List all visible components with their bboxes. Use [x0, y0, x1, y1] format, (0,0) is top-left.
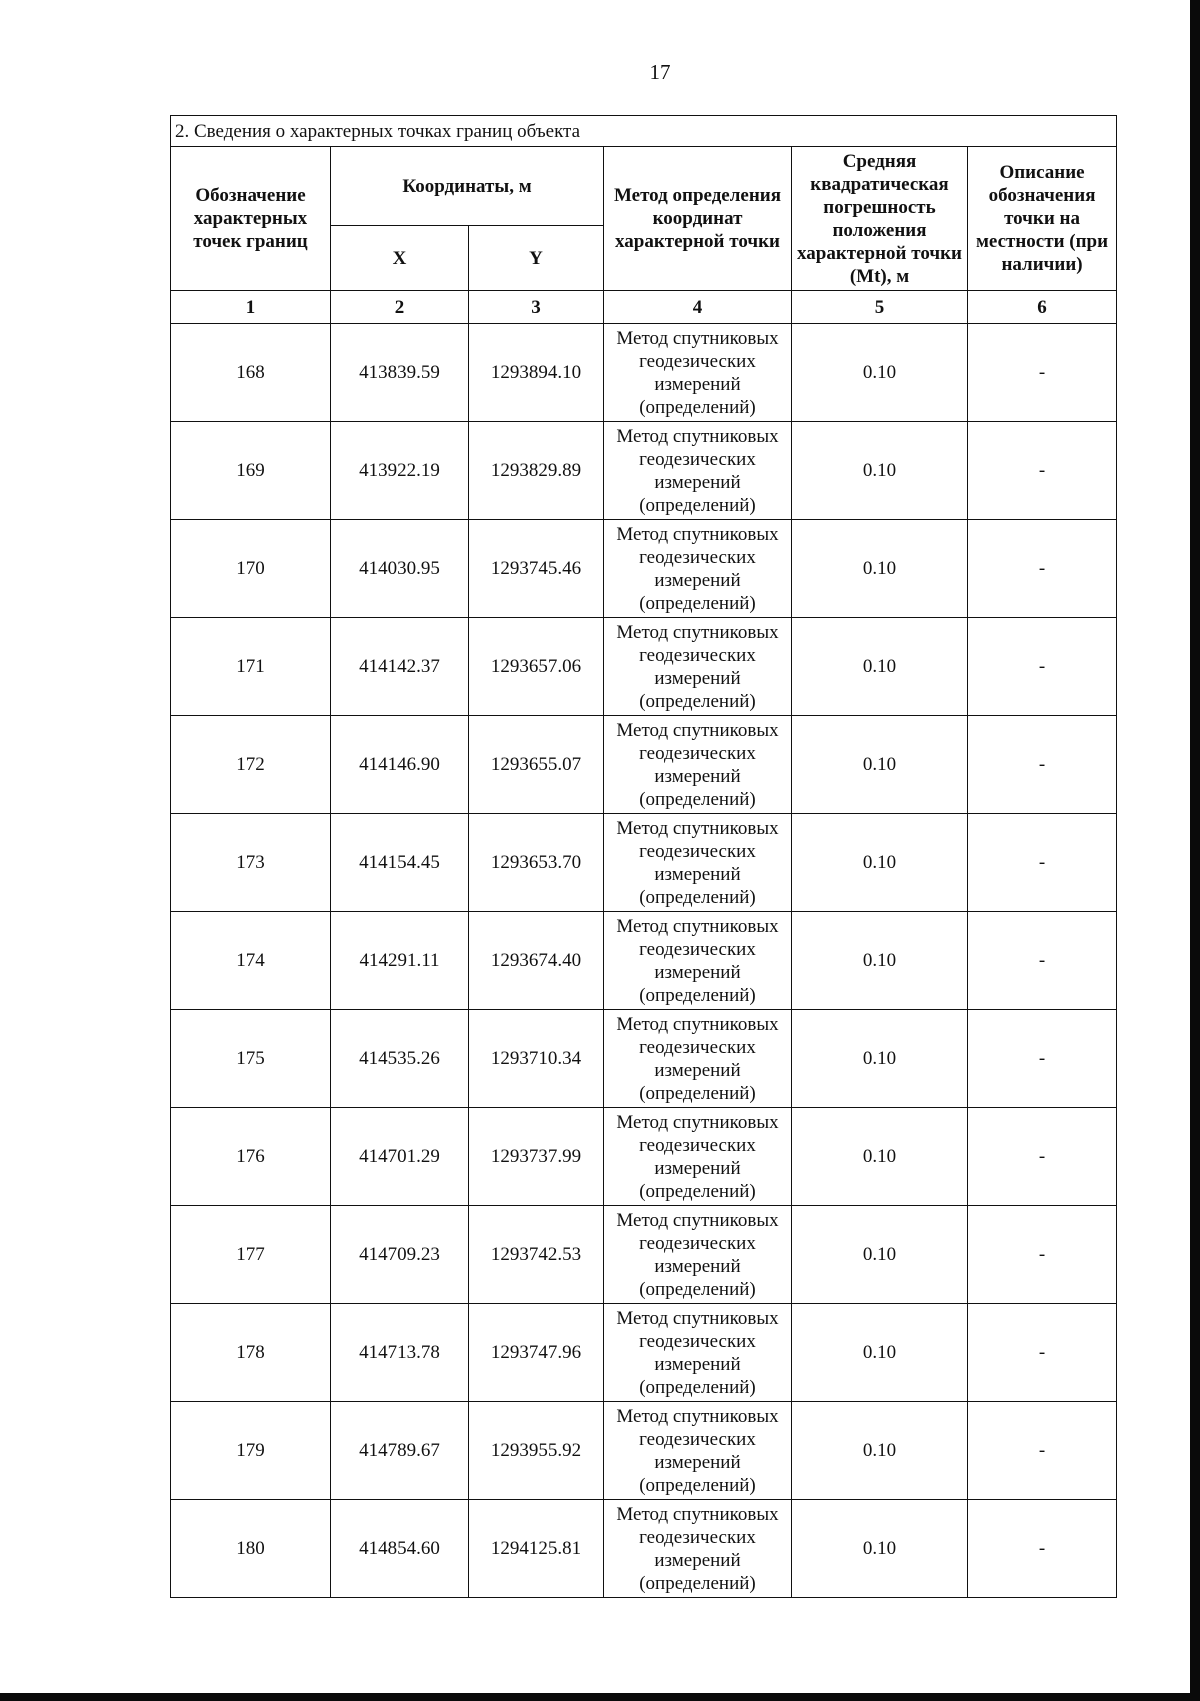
y-coordinate-cell: 1293742.53	[469, 1206, 604, 1304]
y-coordinate-cell: 1293955.92	[469, 1402, 604, 1500]
method-text-line: измерений	[654, 863, 741, 885]
method-text-line: Метод спутниковых	[616, 1111, 779, 1133]
method-text-line: (определений)	[639, 690, 756, 712]
method-cell	[604, 422, 792, 520]
method-text-line: измерений	[654, 1157, 741, 1179]
description-cell: -	[968, 1500, 1117, 1598]
point-number-cell: 172	[171, 716, 331, 814]
x-coordinate-cell: 414713.78	[331, 1304, 469, 1402]
scan-border-bottom	[0, 1693, 1200, 1701]
section-title: 2. Сведения о характерных точках границ объекта	[171, 116, 1117, 147]
method-text-line: Метод спутниковых	[616, 1209, 779, 1231]
method-text-line: геодезических	[639, 938, 756, 960]
y-coordinate-cell: 1293674.40	[469, 912, 604, 1010]
description-cell: -	[968, 1108, 1117, 1206]
method-cell	[604, 618, 792, 716]
table-row	[171, 1108, 1117, 1206]
table-row	[171, 912, 1117, 1010]
column-number: 2	[331, 291, 469, 324]
description-cell: -	[968, 324, 1117, 422]
description-cell: -	[968, 1010, 1117, 1108]
method-cell	[604, 814, 792, 912]
method-text-line: геодезических	[639, 1330, 756, 1352]
x-coordinate-cell: 414789.67	[331, 1402, 469, 1500]
method-text-line: геодезических	[639, 1232, 756, 1254]
method-text-line: (определений)	[639, 396, 756, 418]
method-cell	[604, 716, 792, 814]
column-number: 3	[469, 291, 604, 324]
y-coordinate-cell: 1293894.10	[469, 324, 604, 422]
method-text-line: измерений	[654, 471, 741, 493]
method-text-line: измерений	[654, 1549, 741, 1571]
method-text-line: (определений)	[639, 886, 756, 908]
method-text-line: Метод спутниковых	[616, 327, 779, 349]
boundary-points-table	[170, 115, 1117, 1598]
header-method: Метод определения координат характерной точки	[604, 147, 792, 291]
header-point-designation: Обозначение характерных точек границ	[171, 147, 331, 291]
header-y: Y	[469, 226, 604, 291]
table-row	[171, 814, 1117, 912]
method-text-line: Метод спутниковых	[616, 915, 779, 937]
y-coordinate-cell: 1293747.96	[469, 1304, 604, 1402]
table-row	[171, 1010, 1117, 1108]
y-coordinate-cell: 1293655.07	[469, 716, 604, 814]
error-cell: 0.10	[792, 1402, 968, 1500]
description-cell: -	[968, 716, 1117, 814]
method-text-line: Метод спутниковых	[616, 1307, 779, 1329]
method-text-line: (определений)	[639, 494, 756, 516]
method-cell	[604, 912, 792, 1010]
y-coordinate-cell: 1294125.81	[469, 1500, 604, 1598]
method-text-line: геодезических	[639, 546, 756, 568]
table-body	[171, 324, 1117, 1598]
point-number-cell: 173	[171, 814, 331, 912]
table-row	[171, 1206, 1117, 1304]
point-number-cell: 175	[171, 1010, 331, 1108]
method-text-line: Метод спутниковых	[616, 1503, 779, 1525]
table-row	[171, 422, 1117, 520]
x-coordinate-cell: 414709.23	[331, 1206, 469, 1304]
header-description: Описание обозначения точки на местности (при наличии)	[968, 147, 1117, 291]
method-text-line: Метод спутниковых	[616, 621, 779, 643]
method-cell	[604, 324, 792, 422]
method-text-line: геодезических	[639, 742, 756, 764]
description-cell: -	[968, 520, 1117, 618]
method-cell	[604, 1010, 792, 1108]
description-cell: -	[968, 912, 1117, 1010]
table-row	[171, 1500, 1117, 1598]
method-cell	[604, 1108, 792, 1206]
x-coordinate-cell: 414535.26	[331, 1010, 469, 1108]
point-number-cell: 179	[171, 1402, 331, 1500]
page-number: 17	[649, 60, 671, 84]
point-number-cell: 168	[171, 324, 331, 422]
error-cell: 0.10	[792, 422, 968, 520]
method-text-line: (определений)	[639, 1474, 756, 1496]
x-coordinate-cell: 413839.59	[331, 324, 469, 422]
description-cell: -	[968, 1304, 1117, 1402]
method-text-line: (определений)	[639, 1376, 756, 1398]
description-cell: -	[968, 618, 1117, 716]
table-row	[171, 1304, 1117, 1402]
method-text-line: Метод спутниковых	[616, 425, 779, 447]
point-number-cell: 170	[171, 520, 331, 618]
error-cell: 0.10	[792, 1108, 968, 1206]
header-x: X	[331, 226, 469, 291]
method-cell	[604, 520, 792, 618]
header-error: Средняя квадратическая погрешность положения характерной точки (Mt), м	[792, 147, 968, 291]
column-number: 5	[792, 291, 968, 324]
column-number: 1	[171, 291, 331, 324]
description-cell: -	[968, 1402, 1117, 1500]
method-text-line: Метод спутниковых	[616, 1013, 779, 1035]
method-text-line: измерений	[654, 1353, 741, 1375]
error-cell: 0.10	[792, 912, 968, 1010]
x-coordinate-cell: 413922.19	[331, 422, 469, 520]
point-number-cell: 171	[171, 618, 331, 716]
description-cell: -	[968, 422, 1117, 520]
method-text-line: Метод спутниковых	[616, 1405, 779, 1427]
table-row	[171, 1402, 1117, 1500]
method-text-line: (определений)	[639, 984, 756, 1006]
error-cell: 0.10	[792, 618, 968, 716]
method-text-line: измерений	[654, 667, 741, 689]
x-coordinate-cell: 414291.11	[331, 912, 469, 1010]
y-coordinate-cell: 1293657.06	[469, 618, 604, 716]
method-text-line: измерений	[654, 569, 741, 591]
x-coordinate-cell: 414030.95	[331, 520, 469, 618]
y-coordinate-cell: 1293737.99	[469, 1108, 604, 1206]
method-text-line: Метод спутниковых	[616, 817, 779, 839]
table-row	[171, 520, 1117, 618]
description-cell: -	[968, 1206, 1117, 1304]
method-text-line: (определений)	[639, 788, 756, 810]
method-cell	[604, 1206, 792, 1304]
error-cell: 0.10	[792, 1304, 968, 1402]
method-text-line: геодезических	[639, 840, 756, 862]
error-cell: 0.10	[792, 520, 968, 618]
y-coordinate-cell: 1293745.46	[469, 520, 604, 618]
method-text-line: геодезических	[639, 1134, 756, 1156]
method-text-line: геодезических	[639, 1526, 756, 1548]
method-text-line: геодезических	[639, 644, 756, 666]
method-text-line: (определений)	[639, 1180, 756, 1202]
method-text-line: геодезических	[639, 350, 756, 372]
method-text-line: (определений)	[639, 1278, 756, 1300]
method-text-line: измерений	[654, 765, 741, 787]
error-cell: 0.10	[792, 716, 968, 814]
x-coordinate-cell: 414701.29	[331, 1108, 469, 1206]
method-cell	[604, 1402, 792, 1500]
method-text-line: измерений	[654, 1255, 741, 1277]
method-text-line: измерений	[654, 373, 741, 395]
x-coordinate-cell: 414142.37	[331, 618, 469, 716]
y-coordinate-cell: 1293710.34	[469, 1010, 604, 1108]
y-coordinate-cell: 1293829.89	[469, 422, 604, 520]
method-cell	[604, 1304, 792, 1402]
header-coordinates: Координаты, м	[331, 147, 604, 226]
column-number-row	[171, 291, 1117, 324]
method-text-line: геодезических	[639, 1036, 756, 1058]
column-number: 4	[604, 291, 792, 324]
description-cell: -	[968, 814, 1117, 912]
table-row	[171, 618, 1117, 716]
method-text-line: Метод спутниковых	[616, 523, 779, 545]
point-number-cell: 176	[171, 1108, 331, 1206]
point-number-cell: 180	[171, 1500, 331, 1598]
method-text-line: геодезических	[639, 448, 756, 470]
method-text-line: (определений)	[639, 592, 756, 614]
table-row	[171, 324, 1117, 422]
y-coordinate-cell: 1293653.70	[469, 814, 604, 912]
error-cell: 0.10	[792, 324, 968, 422]
method-text-line: (определений)	[639, 1082, 756, 1104]
method-text-line: Метод спутниковых	[616, 719, 779, 741]
method-text-line: измерений	[654, 1451, 741, 1473]
method-text-line: (определений)	[639, 1572, 756, 1594]
column-number: 6	[968, 291, 1117, 324]
error-cell: 0.10	[792, 1206, 968, 1304]
method-cell	[604, 1500, 792, 1598]
point-number-cell: 177	[171, 1206, 331, 1304]
table-row	[171, 716, 1117, 814]
error-cell: 0.10	[792, 1010, 968, 1108]
scan-border-right	[1190, 0, 1200, 1701]
point-number-cell: 174	[171, 912, 331, 1010]
error-cell: 0.10	[792, 814, 968, 912]
method-text-line: измерений	[654, 1059, 741, 1081]
point-number-cell: 178	[171, 1304, 331, 1402]
error-cell: 0.10	[792, 1500, 968, 1598]
method-text-line: измерений	[654, 961, 741, 983]
x-coordinate-cell: 414146.90	[331, 716, 469, 814]
x-coordinate-cell: 414154.45	[331, 814, 469, 912]
x-coordinate-cell: 414854.60	[331, 1500, 469, 1598]
method-text-line: геодезических	[639, 1428, 756, 1450]
point-number-cell: 169	[171, 422, 331, 520]
